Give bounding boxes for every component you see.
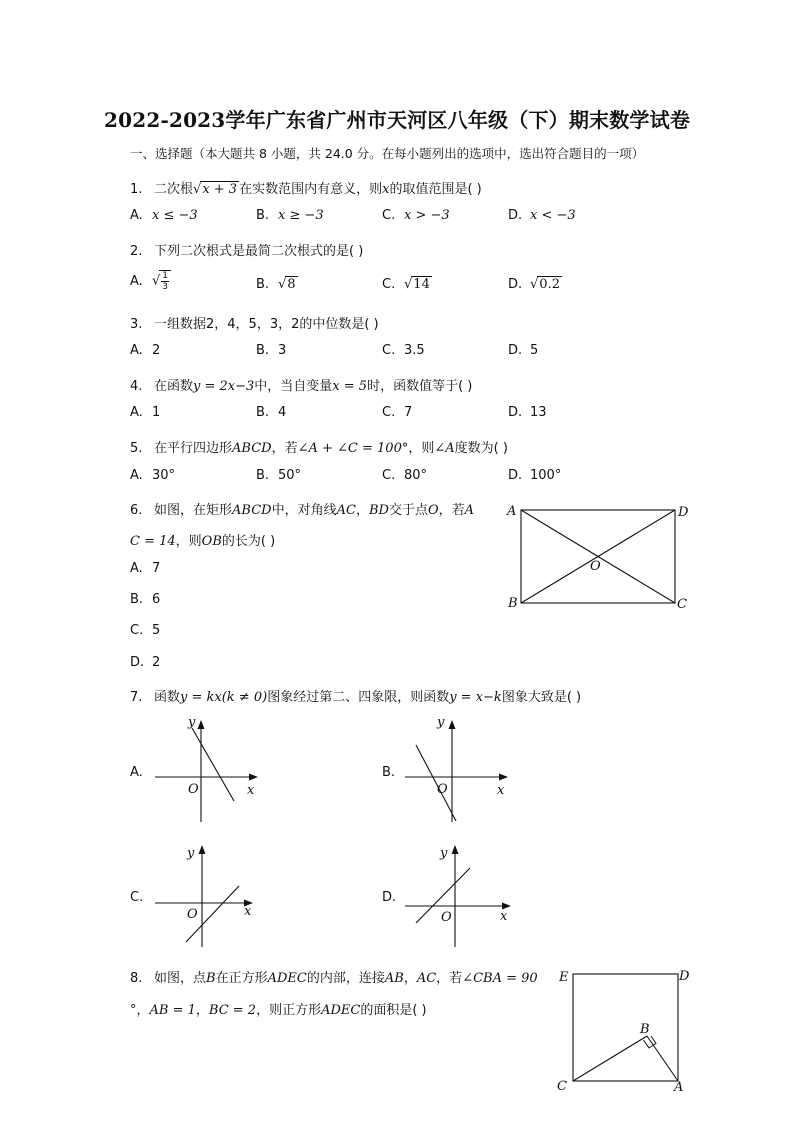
label-d: D	[679, 969, 690, 984]
label-a: A	[674, 1080, 684, 1095]
rectangle-figure	[500, 498, 700, 616]
label-c: C	[677, 597, 687, 612]
svg-text:x: x	[500, 909, 508, 924]
y-axis-arrow	[449, 720, 456, 729]
label-d: D	[678, 505, 689, 520]
y-axis-arrow	[199, 845, 206, 854]
graph-option-a	[150, 715, 265, 825]
q3-option-c: C. 3.5	[382, 343, 425, 358]
question-6-line-1: 6. 如图，在矩形ABCD中，对角线AC，BD交于点O，若A	[130, 503, 475, 518]
square-figure	[550, 962, 700, 1097]
q2-option-b: B. √8	[256, 277, 296, 292]
svg-text:x: x	[497, 783, 505, 798]
svg-text:O: O	[187, 907, 198, 922]
q7-option-c-label: C.	[130, 890, 144, 905]
label-b: B	[640, 1022, 650, 1037]
question-7: 7. 函数y = kx(k ≠ 0)图象经过第二、四象限，则函数y = x−k图象大致是( )	[130, 690, 582, 705]
label-a: A	[507, 504, 517, 519]
q4-option-b: B. 4	[256, 405, 287, 420]
svg-text:y: y	[187, 846, 195, 861]
q1-option-c: C. x > −3	[382, 208, 450, 223]
question-3: 3. 一组数据2，4，5，3，2的中位数是( )	[130, 317, 379, 332]
q6-option-a: A. 7	[130, 561, 161, 576]
segment-ba	[647, 1036, 678, 1081]
q6-option-b: B. 6	[130, 592, 161, 607]
q5-option-a: A. 30°	[130, 468, 176, 483]
exam-title: 2022-2023学年广东省广州市天河区八年级（下）期末数学试卷	[103, 108, 691, 132]
question-4: 4. 在函数y = 2x−3中，当自变量x = 5时，函数值等于( )	[130, 379, 473, 394]
question-2: 2. 下列二次根式是最简二次根式的是( )	[130, 244, 364, 259]
graph-line	[416, 745, 456, 821]
q4-option-c: C. 7	[382, 405, 413, 420]
square-adec	[573, 974, 678, 1081]
svg-text:x: x	[244, 904, 252, 919]
svg-text:O: O	[437, 782, 448, 797]
section-heading: 一、选择题（本大题共 8 小题，共 24.0 分。在每小题列出的选项中，选出符合题目的一项）	[130, 146, 645, 161]
q6-option-c: C. 5	[130, 623, 161, 638]
q2-option-c: C. √14	[382, 277, 430, 292]
q7-option-b-label: B.	[382, 765, 396, 780]
graph-option-d	[400, 840, 515, 950]
question-6-line-2: C = 14，则OB的长为( )	[130, 534, 276, 549]
svg-text:x: x	[247, 783, 255, 798]
question-1: 1. 二次根√x + 3 在实数范围内有意义，则x的取值范围是( )	[130, 182, 482, 197]
q3-option-a: A. 2	[130, 343, 161, 358]
question-5: 5. 在平行四边形ABCD，若∠A + ∠C = 100°，则∠A度数为( )	[130, 441, 508, 456]
label-o: O	[590, 559, 601, 574]
label-c: C	[557, 1079, 567, 1094]
q7-option-a-label: A.	[130, 765, 143, 780]
question-8-line-2: °，AB = 1，BC = 2，则正方形ADEC的面积是( )	[130, 1003, 427, 1018]
svg-text:y: y	[440, 846, 448, 861]
q3-option-b: B. 3	[256, 343, 287, 358]
svg-text:O: O	[188, 782, 199, 797]
q4-option-a: A. 1	[130, 405, 161, 420]
y-axis-arrow	[452, 845, 459, 854]
question-8-line-1: 8. 如图，点B在正方形ADEC的内部，连接AB，AC，若∠CBA = 90	[130, 971, 538, 986]
label-e: E	[559, 970, 569, 985]
q1-option-b: B. x ≥ −3	[256, 208, 324, 223]
radicand: x + 3	[202, 182, 238, 197]
q1-option-a: A. x ≤ −3	[130, 208, 198, 223]
q3-option-d: D. 5	[508, 343, 539, 358]
svg-text:y: y	[437, 715, 445, 730]
x-axis-arrow	[499, 774, 508, 781]
graph-option-b	[400, 715, 515, 825]
q4-option-d: D. 13	[508, 405, 547, 420]
segment-cb	[573, 1036, 647, 1081]
svg-text:y: y	[188, 715, 196, 730]
q5-option-d: D. 100°	[508, 468, 562, 483]
label-b: B	[508, 596, 518, 611]
x-axis-arrow	[249, 774, 258, 781]
q7-option-d-label: D.	[382, 890, 397, 905]
q2-option-a: A. √ $\frac{1}{3}$	[130, 270, 171, 292]
q2-option-d: D. √0.2	[508, 277, 560, 292]
q5-option-c: C. 80°	[382, 468, 428, 483]
y-axis-arrow	[198, 720, 205, 729]
q6-option-d: D. 2	[130, 655, 161, 670]
q5-option-b: B. 50°	[256, 468, 302, 483]
graph-option-c	[150, 840, 265, 950]
q1-option-d: D. x < −3	[508, 208, 576, 223]
svg-text:O: O	[441, 910, 452, 925]
